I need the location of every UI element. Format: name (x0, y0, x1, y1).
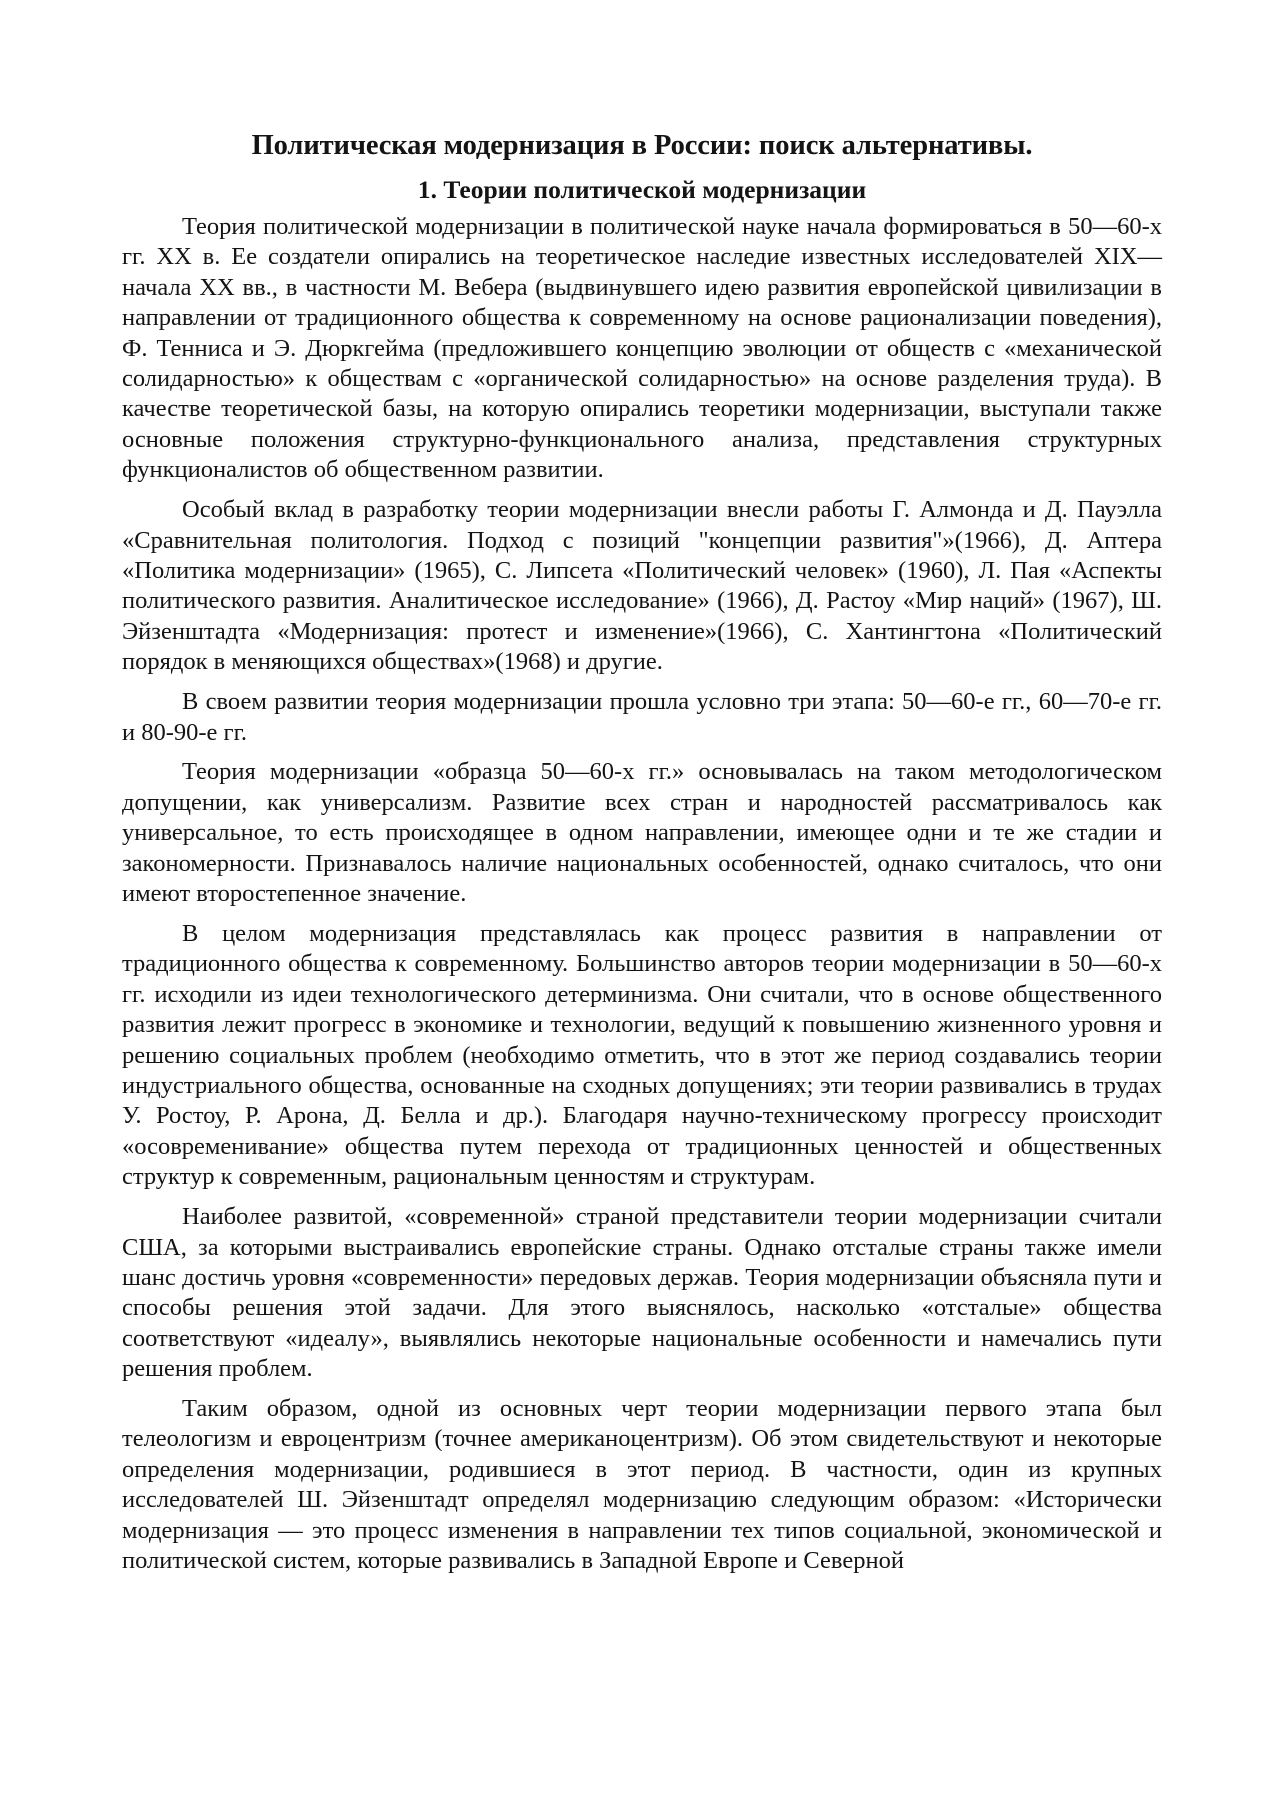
section-heading: 1. Теории политической модернизации (417, 175, 867, 204)
paragraph-7: Таким образом, одной из основных черт теории модернизации первого этапа был телеологизм и евроцентризм (точнее американоцентризм). Об этом свидетельствуют и некоторые определения модернизации, родившиеся в этот период. В частности, один из крупных исследователей Ш. Эйзенштадт определял модернизацию следующим образом: «Исторически модернизация — это процесс изменения в направлении тех типов социальной, экономической и политической систем, которые развивались в Западной Европе и Северной (122, 1395, 1162, 1575)
paragraph-5: В целом модернизация представлялась как процесс развития в направлении от традиционного общества к современному. Большинство авторов теории модернизации в 50—60-х гг. исходили из идеи технологического детерминизма. Они считали, что в основе общественного развития лежит прогресс в экономике и технологии, ведущий к повышению жизненного уровня и решению социальных проблем (необходимо отметить, что в этот же период создавались теории индустриального общества, основанные на сходных допущениях; эти теории развивались в трудах У. Ростоу, Р. Арона, Д. Белла и др.). Благодаря научно-техническому прогрессу происходит «осовременивание» общества путем перехода от традиционных ценностей и общественных структур к современным, рациональным ценностям и структурам. (122, 919, 1162, 1191)
document-body (122, 128, 1162, 1586)
paragraph-3: В своем развитии теория модернизации прошла условно три этапа: 50—60-е гг., 60—70-е гг. и 80-90-е гг. (122, 688, 1162, 746)
paragraph-4: Теория модернизации «образца 50—60-х гг.» основывалась на таком методологическом допущении, как универсализм. Развитие всех стран и народностей рассматривалось как универсальное, то есть происходящее в одном направлении, имеющее одни и те же стадии и закономерности. Признавалось наличие национальных особенностей, однако считалось, что они имеют второстепенное значение. (122, 758, 1162, 908)
paragraph-1: Теория политической модернизации в политической науке начала формироваться в 50—60-х гг. XX в. Ее создатели опирались на теоретическое наследие известных исследователей XIX— начала XX вв., в частности М. Вебера (выдвинувшего идею развития европейской цивилизации в направлении от традиционного общества к современному на основе рационализации поведения), Ф. Тенниса и Э. Дюркгейма (предложившего концепцию эволюции от обществ с «механической солидарностью» к обществам с «органической солидарностью» на основе разделения труда). В качестве теоретической базы, на которую опирались теоретики модернизации, выступали также основные положения структурно-функционального анализа, представления структурных функционалистов об общественном развитии. (122, 213, 1162, 484)
paragraph-2: Особый вклад в разработку теории модернизации внесли работы Г. Алмонда и Д. Пауэлла «Сравнительная политология. Подход с позиций "концепции развития"»(1966), Д. Аптера «Политика модернизации» (1965), С. Липсета «Политический человек» (1960), Л. Пая «Аспекты политического развития. Аналитическое исследование» (1966), Д. Растоу «Мир наций» (1967), Ш. Эйзенштадта «Модернизация: протест и изменение»(1966), С. Хантингтона «Политический порядок в меняющихся обществах»(1968) и другие. (122, 496, 1162, 676)
paragraph-6: Наиболее развитой, «современной» страной представители теории модернизации считали США, за которыми выстраивались европейские страны. Однако отсталые страны также имели шанс достичь уровня «современности» передовых держав. Теория модернизации объясняла пути и способы решения этой задачи. Для этого выяснялось, насколько «отсталые» общества соответствуют «идеалу», выявлялись некоторые национальные особенности и намечались пути решения проблем. (122, 1203, 1162, 1383)
document-title: Политическая модернизация в России: поиск альтернативы. (251, 130, 1033, 161)
